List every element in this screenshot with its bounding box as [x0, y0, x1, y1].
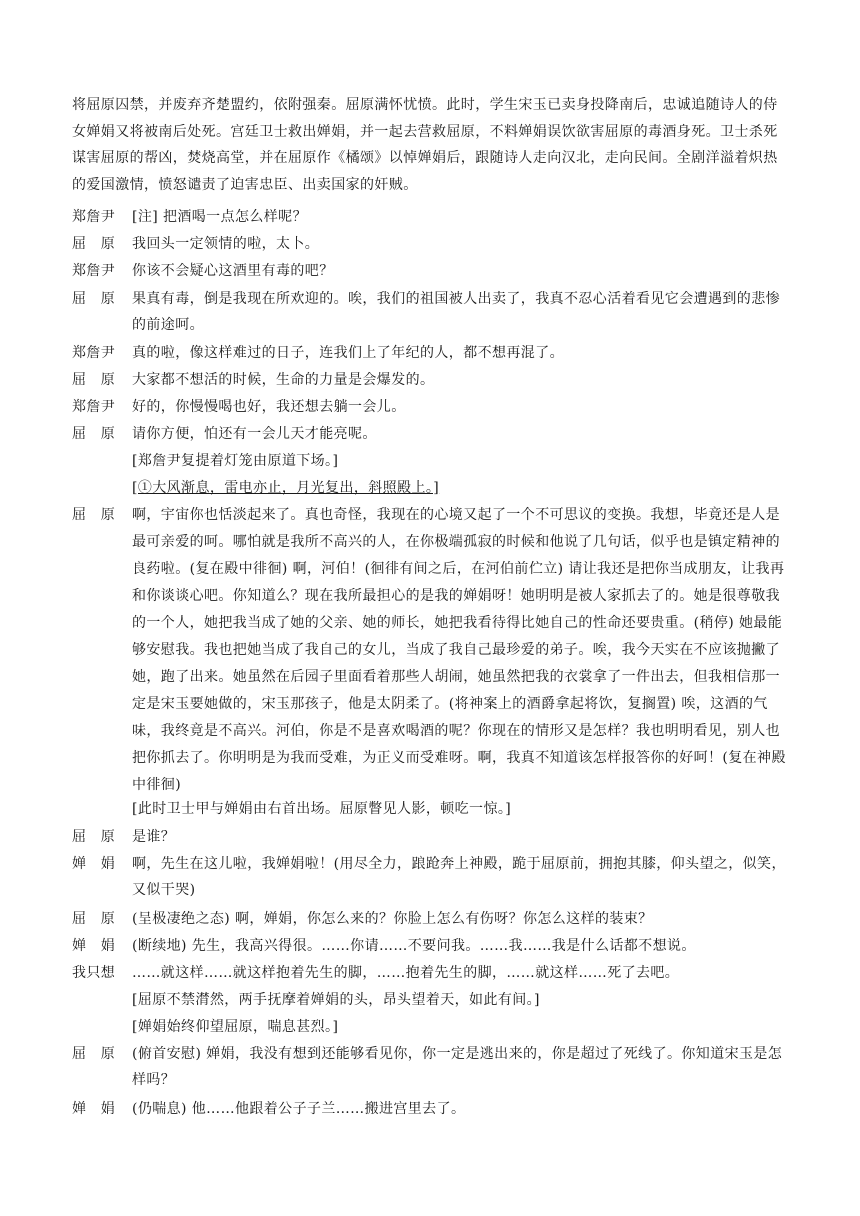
- speaker-name: 屈 原: [72, 507, 116, 523]
- dialogue-text: 大家都不想活的时候，生命的力量是会爆发的。: [132, 372, 435, 388]
- dialogue-text: (仍喘息) 他……他跟着公子子兰……搬进宫里去了。: [132, 1101, 466, 1117]
- speaker-name: 婵 娟: [72, 856, 116, 872]
- dialogue-line: [72, 286, 790, 338]
- dialogue-line: [72, 340, 790, 366]
- speaker-name: 郑詹尹: [72, 399, 116, 415]
- dialogue-text: (俯首安慰) 婵娟，我没有想到还能够看见你，你一定是逃出来的，你是超过了死线了。你知道宋玉是怎样吗？: [132, 1046, 783, 1088]
- dialogue-line: [72, 1096, 790, 1122]
- stage-direction-text: [①大风渐息，雷电亦止，月光复出，斜照殿上。]: [132, 480, 440, 496]
- speaker-name: 郑詹尹: [72, 209, 116, 225]
- dialogue-text: 啊，先生在这儿啦，我婵娟啦！(用尽全力，踉跄奔上神殿，跪于屈原前，拥抱其膝，仰头望之，似笑，又似干哭): [132, 856, 786, 898]
- speaker-name: 屈 原: [72, 426, 116, 442]
- speaker-name: 我只想: [72, 965, 116, 981]
- dialogue-text: 你该不会疑心这酒里有毒的吧？: [132, 263, 334, 279]
- dialogue-line: [72, 906, 790, 932]
- dialogue-text: 我回头一定领情的啦，太卜。: [132, 236, 320, 252]
- dialogue-line: [72, 960, 790, 986]
- dialogue-text: (呈极凄绝之态) 啊，婵娟，你怎么来的？你脸上怎么有伤呀？你怎么这样的装束？: [132, 911, 653, 927]
- dialogue-line: [72, 258, 790, 284]
- dialogue-line: [72, 933, 790, 959]
- speaker-name: 婵 娟: [72, 1101, 116, 1117]
- speaker-name: 屈 原: [72, 1046, 116, 1062]
- dialogue-line: [72, 1041, 790, 1093]
- speaker-name: 屈 原: [72, 911, 116, 927]
- speaker-name: 郑詹尹: [72, 345, 116, 361]
- speaker-name: 婵 娟: [72, 938, 116, 954]
- dialogue-text: [注] 把酒喝一点怎么样呢？: [132, 209, 307, 225]
- stage-direction-text: [婵娟始终仰望屈原，喘息甚烈。]: [132, 1019, 339, 1035]
- dialogue-text: 果真有毒，倒是我现在所欢迎的。唉，我们的祖国被人出卖了，我真不忍心活着看见它会遭遇到的悲惨的前途呵。: [132, 291, 780, 333]
- stage-direction: [72, 987, 790, 1013]
- stage-direction-text: [此时卫士甲与婵娟由右首出场。屈原瞥见人影，顿吃一惊。]: [132, 801, 512, 817]
- dialogue-text: ……就这样……就这样抱着先生的脚，……抱着先生的脚，……就这样……死了去吧。: [132, 965, 680, 981]
- intro-paragraph: 将屈原囚禁，并废弃齐楚盟约，依附强秦。屈原满怀忧愤。此时，学生宋玉已卖身投降南后，忠诚追随诗人的侍女婵娟又将被南后处死。宫廷卫士救出婵娟，并一起去营救屈原，不料婵娟误饮欲害屈原的毒酒身死。卫士杀死谋害屈原的帮凶，焚烧高堂，并在屈原作《橘颂》以悼婵娟后，跟随诗人走向汉北，走向民间。全剧洋溢着炽热的爱国激情，愤怒谴责了迫害忠臣、出卖国家的奸贼。: [72, 97, 778, 193]
- dialogue-text: 请你方便，怕还有一会儿天才能亮呢。: [132, 426, 377, 442]
- dialogue-text: 是谁？: [132, 829, 176, 845]
- speaker-name: 屈 原: [72, 236, 116, 252]
- stage-direction: [72, 448, 790, 474]
- stage-direction-text: [屈原不禁潸然，两手抚摩着婵娟的头，昂头望着天，如此有间。]: [132, 992, 540, 1008]
- dialogue-line: [72, 394, 790, 420]
- dialogue-text: 好的，你慢慢喝也好，我还想去躺一会儿。: [132, 399, 406, 415]
- speaker-name: 屈 原: [72, 829, 116, 845]
- dialogue-line: [72, 367, 790, 393]
- speaker-name: 郑詹尹: [72, 263, 116, 279]
- stage-direction: [72, 796, 790, 822]
- stage-direction: [72, 475, 790, 501]
- dialogue-line: [72, 421, 790, 447]
- speaker-name: 屈 原: [72, 372, 116, 388]
- dialogue-text: 真的啦，像这样难过的日子，连我们上了年纪的人，都不想再混了。: [132, 345, 564, 361]
- speaker-name: 屈 原: [72, 291, 116, 307]
- stage-direction: [72, 1014, 790, 1040]
- dialogue-line: [72, 204, 790, 230]
- dialogue-text: (断续地) 先生，我高兴得很。……你请……不要问我。……我……我是什么话都不想说。: [132, 938, 696, 954]
- dialogue-line: [72, 231, 790, 257]
- dialogue-line: [72, 502, 790, 799]
- dialogue-text: 啊，宇宙你也恬淡起来了。真也奇怪，我现在的心境又起了一个不可思议的变换。我想，毕竟还是人是最可亲爱的呵。哪怕就是我所不高兴的人，在你极端孤寂的时候和他说了几句话，似乎也是镇定精神的良药啦。(复在殿中徘徊) 啊，河伯！(徊徘有间之后，在河伯前伫立) 请让我还是把你当成朋友，让我再和你谈谈心吧。你知道么？现在我所最担心的是我的婵娟呀！她明明是被人家抓去了的。她是很尊敬我的一个人，她把我当成了她的父亲、她的师长，她把我看待得比她自己的性命还要贵重。(稍停) 她最能够安慰我。我也把她当成了我自己的女儿，当成了我自己最珍爱的弟子。唉，我今天实在不应该抛撇了她，跑了出来。她虽然在后园子里面看着那些人胡闹，她虽然把我的衣裳拿了一件出去，但我相信那一定是宋玉要她做的，宋玉那孩子，他是太阴柔了。(将神案上的酒爵拿起将饮，复搁置) 唉，这酒的气味，我终竟是不高兴。河伯，你是不是喜欢喝酒的呢？你现在的情形又是怎样？我也明明看见，别人也把你抓去了。你明明是为我而受难，为正义而受难呀。啊，我真不知道该怎样报答你的好呵！(复在神殿中徘徊): [132, 507, 786, 793]
- stage-direction-text: [郑詹尹复提着灯笼由原道下场。]: [132, 453, 339, 469]
- dialogue-line: [72, 824, 790, 850]
- dialogue-line: [72, 851, 790, 903]
